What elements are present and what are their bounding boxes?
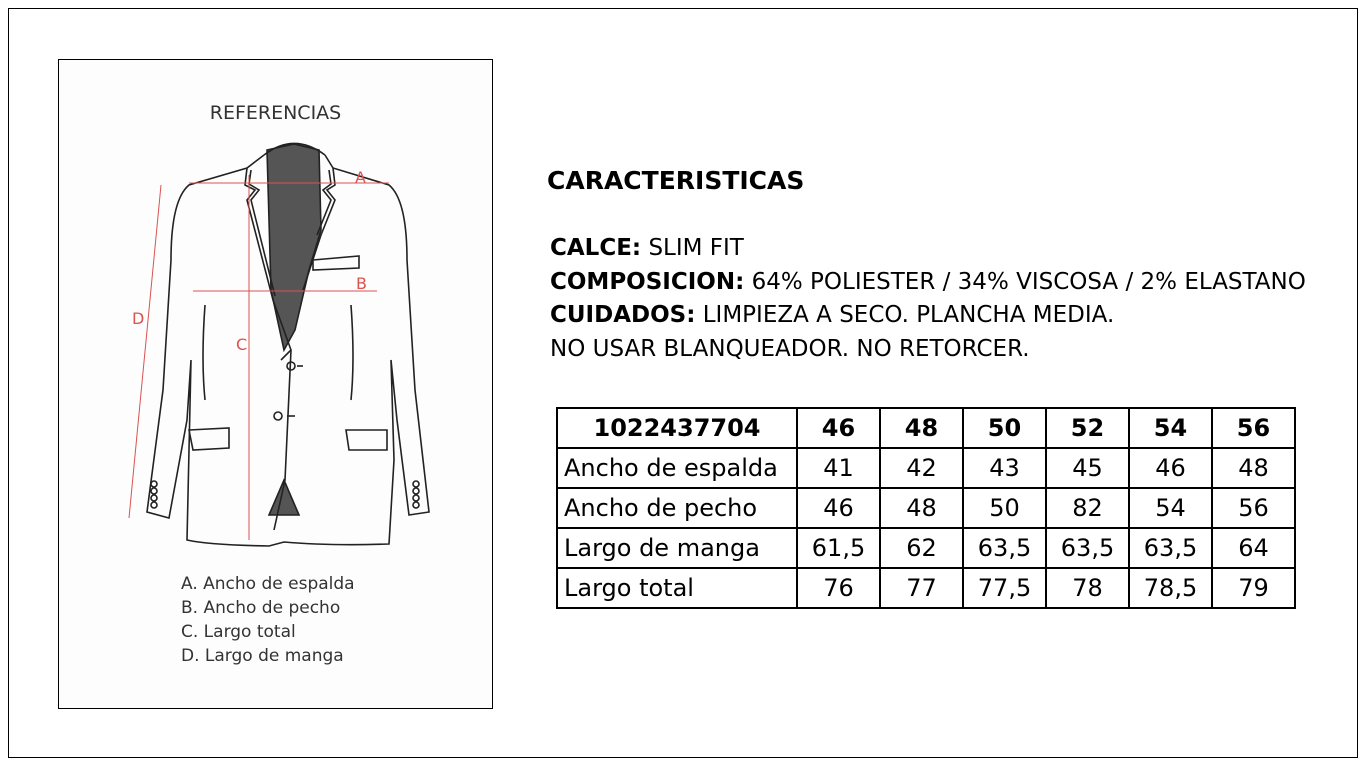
table-cell: 48 [880, 488, 963, 528]
table-cell: 77 [880, 568, 963, 608]
care-line [550, 302, 1114, 328]
row-label: Ancho de espalda [557, 448, 797, 488]
reference-legend [181, 572, 355, 668]
care-value: LIMPIEZA A SECO. PLANCHA MEDIA. [702, 302, 1115, 328]
composition-value: 64% POLIESTER / 34% VISCOSA / 2% ELASTANO [751, 269, 1306, 295]
features-title: CARACTERISTICAS [547, 166, 805, 195]
table-cell: 78 [1046, 568, 1129, 608]
table-row [557, 448, 1295, 488]
marker-c: C [236, 335, 248, 354]
table-cell: 48 [1212, 448, 1295, 488]
table-cell: 63,5 [963, 528, 1046, 568]
jacket-diagram [59, 60, 494, 560]
fit-line [550, 235, 744, 261]
table-cell: 76 [797, 568, 880, 608]
table-cell: 64 [1212, 528, 1295, 568]
size-header: 46 [797, 408, 880, 448]
marker-d: D [132, 309, 145, 328]
row-label: Ancho de pecho [557, 488, 797, 528]
jacket-lining [267, 144, 321, 350]
table-row [557, 568, 1295, 608]
jacket-right-pocket [346, 430, 387, 450]
composition-label: COMPOSICION: [550, 269, 745, 295]
size-header: 56 [1212, 408, 1295, 448]
table-header-row [557, 408, 1295, 448]
care-label: CUIDADOS: [550, 302, 696, 328]
table-cell: 46 [1129, 448, 1212, 488]
size-header: 50 [963, 408, 1046, 448]
row-label: Largo total [557, 568, 797, 608]
jacket-illustration [147, 144, 429, 547]
table-cell: 77,5 [963, 568, 1046, 608]
legend-item: A. Ancho de espalda [181, 574, 355, 594]
size-header: 48 [880, 408, 963, 448]
table-cell: 63,5 [1046, 528, 1129, 568]
table-cell: 79 [1212, 568, 1295, 608]
table-cell: 61,5 [797, 528, 880, 568]
reference-title: REFERENCIAS [209, 102, 342, 124]
table-cell: 78,5 [1129, 568, 1212, 608]
table-cell: 62 [880, 528, 963, 568]
jacket-button-bottom [274, 412, 282, 420]
size-header: 52 [1046, 408, 1129, 448]
table-cell: 63,5 [1129, 528, 1212, 568]
table-cell: 50 [963, 488, 1046, 528]
fit-value: SLIM FIT [648, 235, 744, 261]
legend-item: D. Largo de manga [181, 646, 344, 666]
table-cell: 54 [1129, 488, 1212, 528]
table-cell: 41 [797, 448, 880, 488]
size-table [556, 407, 1296, 609]
table-row [557, 528, 1295, 568]
product-code: 1022437704 [557, 408, 797, 448]
table-cell: 43 [963, 448, 1046, 488]
marker-b: B [356, 274, 367, 293]
fit-label: CALCE: [550, 235, 642, 261]
legend-item: B. Ancho de pecho [181, 598, 341, 618]
composition-line [550, 269, 1306, 295]
reference-panel [58, 59, 493, 709]
table-cell: 56 [1212, 488, 1295, 528]
care-line-2: NO USAR BLANQUEADOR. NO RETORCER. [550, 336, 1030, 362]
measure-line-d [129, 185, 161, 518]
table-cell: 46 [797, 488, 880, 528]
table-cell: 82 [1046, 488, 1129, 528]
table-row [557, 488, 1295, 528]
row-label: Largo de manga [557, 528, 797, 568]
table-cell: 45 [1046, 448, 1129, 488]
marker-a: A [355, 168, 366, 187]
jacket-breast-pocket [313, 256, 359, 270]
size-header: 54 [1129, 408, 1212, 448]
table-cell: 42 [880, 448, 963, 488]
legend-item: C. Largo total [181, 622, 296, 642]
jacket-left-pocket [189, 428, 229, 450]
